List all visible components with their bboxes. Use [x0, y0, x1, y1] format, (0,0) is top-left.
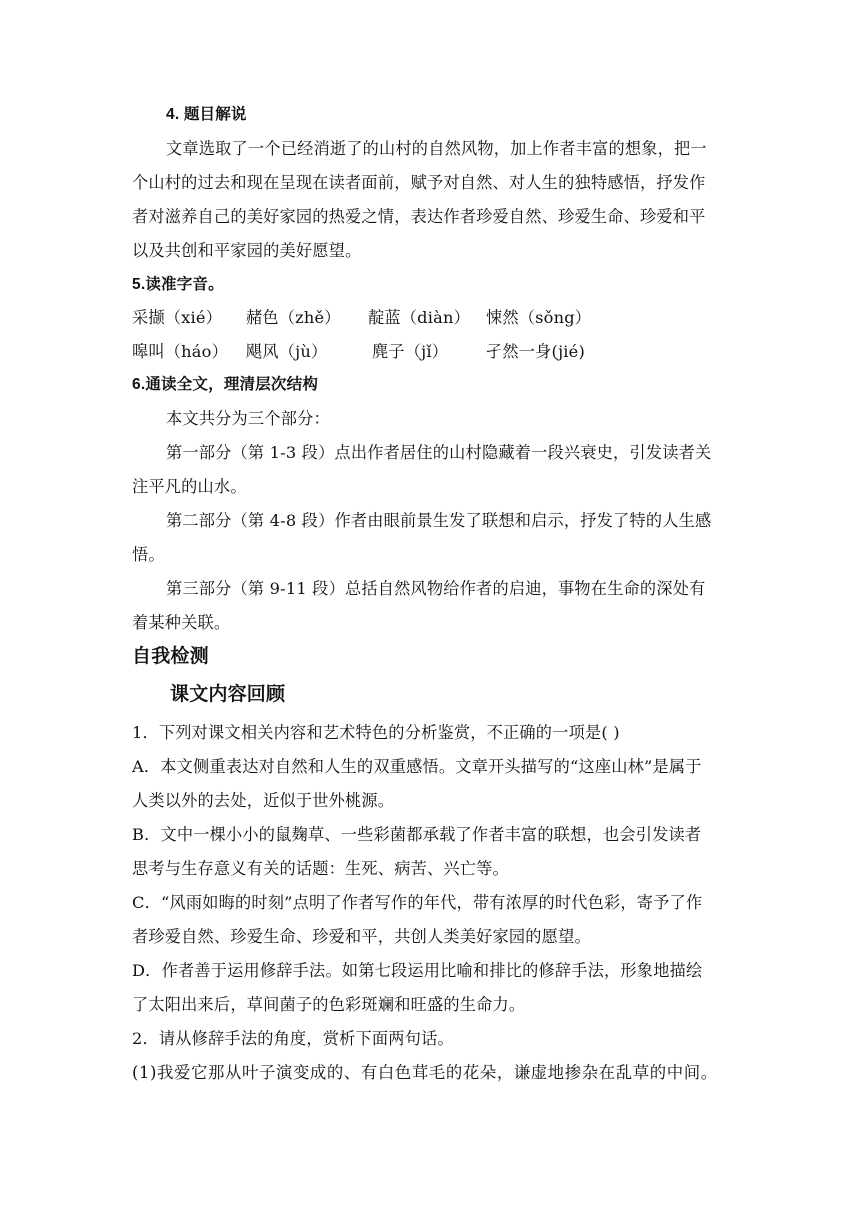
section-5-heading: 5.读准字音。: [132, 276, 224, 293]
part-3-line-2: 着某种关联。: [132, 613, 231, 632]
pinyin-item: 嗥叫（háo）: [132, 342, 228, 361]
self-check-title: 自我检测: [132, 646, 209, 667]
option-a-line-2: 人类以外的去处，近似于世外桃源。: [132, 791, 395, 810]
pinyin-item: 靛蓝（diàn）: [368, 308, 470, 327]
part-3-line-1: 第三部分（第 9-11 段）总括自然风物给作者的启迪，事物在生命的深处有: [166, 579, 706, 598]
pinyin-item: 麂子（jǐ）: [372, 342, 449, 361]
part-2-line-2: 悟。: [132, 545, 165, 564]
option-b-line-2: 思考与生存意义有关的话题：生死、病苦、兴亡等。: [132, 859, 509, 878]
pinyin-row-1: [132, 307, 606, 329]
question-1: 1．下列对课文相关内容和艺术特色的分析鉴赏，不正确的一项是( ): [132, 723, 620, 742]
pinyin-item: 采撷（xié）: [132, 308, 223, 327]
part-1-line-2: 注平凡的山水。: [132, 477, 247, 496]
pinyin-item: 悚然（sǒng）: [486, 308, 592, 327]
section-6-heading: 6.通读全文，理清层次结构: [132, 376, 319, 393]
part-1-line-1: 第一部分（第 1-3 段）点出作者居住的山村隐藏着一段兴衰史，引发读者关: [166, 443, 712, 462]
question-2-sentence-1: (1)我爱它那从叶子演变成的、有白色茸毛的花朵，谦虚地掺杂在乱草的中间。: [132, 1063, 718, 1082]
pinyin-item: 赭色（zhě）: [246, 308, 341, 327]
pinyin-item: 孑然一身(jié): [486, 342, 585, 361]
section-4-heading: 4. 题目解说: [166, 106, 247, 123]
option-a-line-1: A．本文侧重表达对自然和人生的双重感悟。文章开头描写的“这座山林”是属于: [132, 757, 702, 776]
option-d-line-1: D．作者善于运用修辞手法。如第七段运用比喻和排比的修辞手法，形象地描绘: [132, 961, 703, 980]
section-6-intro: 本文共分为三个部分：: [166, 409, 330, 428]
pinyin-row-2: [132, 341, 606, 363]
section-4-line-1: 文章选取了一个已经消逝了的山村的自然风物，加上作者丰富的想象，把一: [166, 139, 707, 158]
pinyin-item: 飓风（jù）: [246, 342, 328, 361]
option-c-line-1: C．“风雨如晦的时刻”点明了作者写作的年代，带有浓厚的时代色彩，寄予了作: [132, 893, 703, 912]
section-4-line-4: 以及共创和平家园的美好愿望。: [132, 241, 362, 260]
option-b-line-1: B．文中一棵小小的鼠麹草、一些彩菌都承载了作者丰富的联想，也会引发读者: [132, 825, 702, 844]
self-check-subtitle: 课文内容回顾: [170, 684, 286, 705]
option-c-line-2: 者珍爱自然、珍爱生命、珍爱和平，共创人类美好家园的愿望。: [132, 927, 591, 946]
section-4-line-3: 者对滋养自己的美好家园的热爱之情，表达作者珍爱自然、珍爱生命、珍爱和平: [132, 207, 706, 226]
question-2: 2．请从修辞手法的角度，赏析下面两句话。: [132, 1029, 454, 1048]
option-d-line-2: 了太阳出来后，草间菌子的色彩斑斓和旺盛的生命力。: [132, 995, 526, 1014]
part-2-line-1: 第二部分（第 4-8 段）作者由眼前景生发了联想和启示，抒发了特的人生感: [166, 511, 712, 530]
section-4-line-2: 个山村的过去和现在呈现在读者面前，赋予对自然、对人生的独特感悟，抒发作: [132, 173, 706, 192]
